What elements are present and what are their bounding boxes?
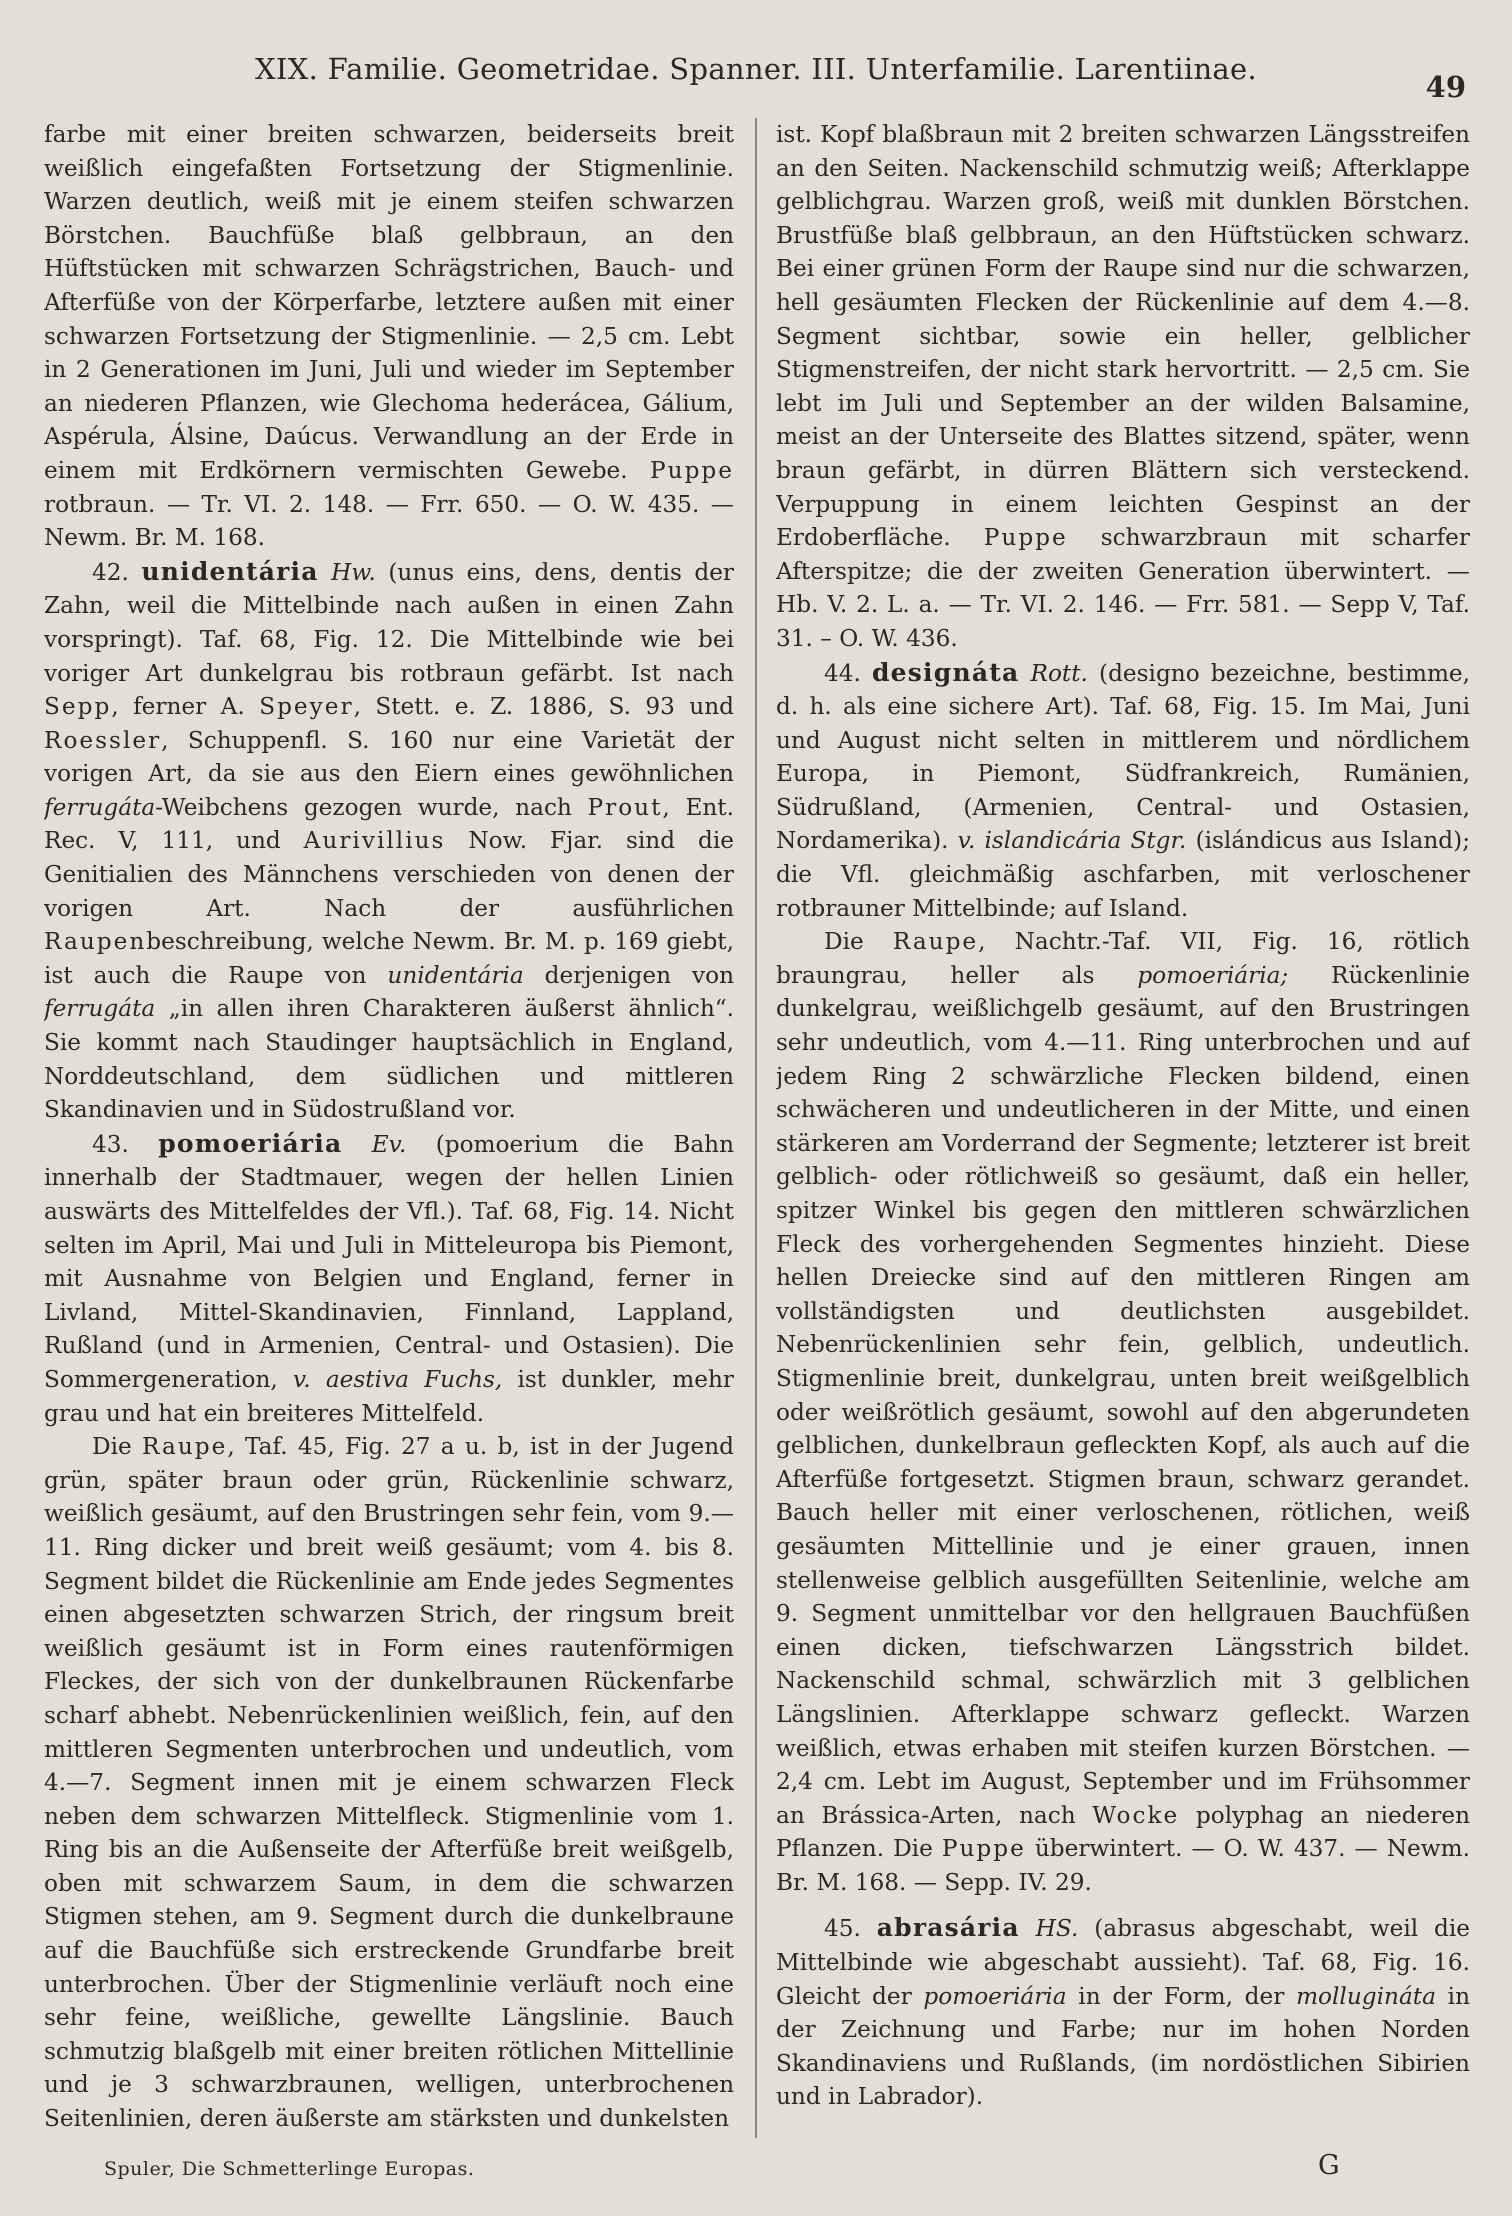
text: beschreibung, welche Newm. Br. M. p. 169 giebt, ist auch die Raupe von [44,928,734,989]
text: Die [92,1433,132,1461]
author-name: Sepp [44,693,112,721]
text: , Ent. Rec. V, 111, und [44,793,734,855]
species-author: Hw. [331,558,376,586]
species-author: Rott. [1030,659,1088,687]
text: (abrasus abgeschabt, weil die Mittelbinde wie abgeschabt aussieht). Taf. 68, Fig. 16. Gleicht der [776,1915,1470,2010]
right-column [776,118,1470,2138]
species-number: 43. [92,1130,129,1158]
footer-signature-mark: G [1318,2150,1340,2181]
species-name: abrasária [876,1913,1020,1943]
variety-name: v. aestiva Fuchs, [292,1365,503,1393]
text: , Stett. e. Z. 1886, S. 93 und [353,693,734,721]
text: , Schuppenfl. S. 160 nur eine Varietät der vorigen Art, da sie aus den Eiern eines gewöhnlichen [44,726,734,788]
text: Die [824,928,864,956]
species-entry-42 [44,555,734,1127]
text: Rückenlinie dunkelgrau, weißlichgelb gesäumt, auf den Brustringen sehr undeutlich, vom 4.—11. Ring unterbrochen und auf jedem Ring 2 schwärzliche Flecken bildend, einen schwächeren und undeutlicheren in der Mitte, und einen stärkeren am Vorderrand der Segmente; letzterer ist breit gelblich- oder rötlichweiß so gesäumt, daß ein heller, spitzer Winkel bis gegen den mittleren schwärzlichen Fleck des vorhergehenden Segmentes hinzieht. Diese hellen Dreiecke sind auf den mittleren Ringen am vollständigsten und deutlichsten ausgebildet. Nebenrückenlinien sehr fein, gelblich, undeutlich. Stigmenlinie breit, dunkelgrau, unten breit weißgelblich oder weißrötlich gesäumt, sowohl auf den abgerundeten gelblichen, dunkelbraun gefleckten Kopf, als auch auf die Afterfüße fortgesetzt. Stigmen braun, schwarz gerandet. Bauch heller mit einer verloschenen, rötlichen, weiß gesäumten Mittellinie und je einer grauen, innen stellenweise gelblich ausgefüllten Seitenlinie, welche am 9. Segment unmittelbar vor den hellgrauen Bauchfüßen einen dicken, tiefschwarzen Längsstrich bildet. Nackenschild schmal, schwärzlich mit 3 gelblichen Längslinien. Afterklappe schwarz gefleckt. Warzen weißlich, etwas erhaben mit steifen kurzen Börstchen. — 2,4 cm. Lebt im August, September und im Frühsommer an Brássica-Arten, nach [776,961,1470,1829]
variety-name: v. islandicária Stgr. [957,827,1187,855]
author-name: Wocke [1092,1801,1180,1829]
author-name: Roessler [44,726,162,754]
text: (islándicus aus Island); die Vfl. gleichmäßig aschfarben, mit verloschener rotbrauner Mittelbinde; auf Island. [776,827,1470,922]
species-name: pomoeriária [158,1128,343,1158]
species-ref: pomoeriária; [1137,961,1289,989]
text: (unus eins, dens, dentis der Zahn, weil die Mittelbinde nach außen in einen Zahn vorspringt). Taf. 68, Fig. 12. Die Mittelbinde wie bei voriger Art dunkelgrau bis rotbraun gefärbt. Ist nach [44,558,734,687]
term: Puppe [941,1835,1026,1863]
species-author: HS. [1035,1915,1079,1943]
larva-description-44 [776,925,1470,1899]
species-number: 42. [92,558,129,586]
author-name: Speyer [259,693,354,721]
text: in der Form, der [1078,1982,1285,2010]
text: in der Zeichnung und Farbe; nur im hohen Norden Skandinaviens und Rußlands, (im nordöstlichen Sibirien und in Labrador). [776,1982,1470,2111]
term: Raupe [142,1433,228,1461]
text: -Weibchens gezogen wurde, nach [155,793,572,821]
text: , Taf. 45, Fig. 27 a u. b, ist in der Jugend grün, später braun oder grün, Rückenlinie schwarz, weißlich gesäumt, auf den Brustringen sehr fein, vom 9.—11. Ring dicker und breit weiß gesäumt; vom 4. bis 8. Segment bildet die Rückenlinie am Ende jedes Segmentes einen abgesetzten schwarzen Strich, der ringsum breit weißlich gesäumt ist in Form eines rautenförmigen Fleckes, der sich von der dunkelbraunen Rückenfarbe scharf abhebt. Nebenrückenlinien weißlich, fein, auf den mittleren Segmenten unterbrochen und undeutlich, vom 4.—7. Segment innen mit je einem schwarzen Fleck neben dem schwarzen Mittelfleck. Stigmenlinie vom 1. Ring bis an die Außenseite der Afterfüße breit weißgelb, oben mit schwarzem Saum, in dem die schwarzen Stigmen stehen, am 9. Segment durch die dunkelbraune auf die Bauchfüße sich erstreckende Grundfarbe breit unterbrochen. Über der Stigmenlinie verläuft noch eine sehr feine, weißliche, gewellte Längslinie. Bauch schmutzig blaßgelb mit einer breiten rötlichen Mittellinie und je 3 schwarzbraunen, welligen, unterbrochenen Seitenlinien, deren äußerste am stärksten und dunkelsten [44,1433,734,2133]
text: überwintert. — O. W. 437. — Newm. Br. M. 168. — Sepp. IV. 29. [776,1835,1470,1896]
column-divider [755,118,757,2138]
species-number: 44. [824,659,861,687]
author-name: Prout [587,793,663,821]
paragraph-continuation [776,118,1470,656]
text: , Nachtr.-Taf. VII, Fig. 16, rötlich braungrau, heller als [776,928,1470,989]
text: farbe mit einer breiten schwarzen, beiderseits breit weißlich eingefaßten Fortsetzung der Stigmenlinie. Warzen deutlich, weiß mit je einem steifen schwarzen Börstchen. Bauchfüße blaß gelbbraun, an den Hüftstücken mit schwarzen Schrägstrichen, Bauch- und Afterfüße von der Körperfarbe, letztere außen mit einer schwarzen Fortsetzung der Stigmenlinie. — 2,5 cm. Lebt in 2 Generationen im Juni, Juli und wieder im September an niederen Pflanzen, wie Glechoma hederácea, Gálium, Aspérula, Álsine, Daúcus. Verwandlung an der Erde in einem mit Erdkörnern vermischten Gewebe. [44,121,734,484]
term: Puppe [650,456,734,484]
author-name: Aurivillius [303,827,446,855]
text: „in allen ihren Charakteren äußerst ähnlich“. Sie kommt nach Staudinger hauptsächlich in England, Norddeutschland, dem südlichen und mittleren Skandinavien und in Südostrußland vor. [44,995,734,1124]
text: schwarzbraun mit scharfer Afterspitze; die der zweiten Generation überwintert. — Hb. V. 2. L. a. — Tr. VI. 2. 146. — Frr. 581. — Sepp V, Taf. 31. – O. W. 436. [776,524,1470,652]
species-ref: pomoeriária [923,1982,1067,2010]
species-entry-43 [44,1127,734,1430]
term: Puppe [983,524,1068,552]
text: polyphag an niederen Pflanzen. Die [776,1801,1470,1863]
species-ref: unidentária [387,961,524,989]
term: Raupen [44,928,147,956]
text: ist dunkler, mehr grau und hat ein breiteres Mittelfeld. [44,1365,734,1427]
text: (designo bezeichne, bestimme, d. h. als eine sichere Art). Taf. 68, Fig. 15. Im Mai, Juni und August nicht selten in mittlerem und nördlichem Europa, in Piemont, Südfrankreich, Rumänien, Südrußland, (Armenien, Central- und Ostasien, Nordamerika). [776,659,1470,855]
species-entry-44 [776,656,1470,926]
text: ist. Kopf blaßbraun mit 2 breiten schwarzen Längsstreifen an den Seiten. Nackenschild schmutzig weiß; Afterklappe gelblichgrau. Warzen groß, weiß mit dunklen Börstchen. Brustfüße blaß gelbbraun, an den Hüftstücken schwarz. Bei einer grünen Form der Raupe sind nur die schwarzen, hell gesäumten Flecken der Rückenlinie auf dem 4.—8. Segment sichtbar, sowie ein heller, gelblicher Stigmenstreifen, der nicht stark hervortritt. — 2,5 cm. Sie lebt im Juli und September an der wilden Balsamine, meist an der Unterseite des Blattes sitzend, später, wenn braun gefärbt, in dürren Blättern sich versteckend. Verpuppung in einem leichten Gespinst an der Erdoberfläche. [776,121,1470,552]
species-name: unidentária [141,556,319,586]
text: rotbraun. — Tr. VI. 2. 148. — Frr. 650. — O. W. 435. — Newm. Br. M. 168. [44,490,734,552]
species-entry-45 [776,1911,1470,2114]
species-ref: ferrugáta [44,793,156,821]
species-name: designáta [872,657,1020,687]
species-number: 45. [824,1915,861,1943]
page-number: 49 [1425,70,1466,104]
species-author: Ev. [371,1130,407,1158]
larva-description-43 [44,1430,734,2135]
footer-book-title: Spuler, Die Schmetterlinge Europas. [104,2158,475,2180]
paragraph-continuation [44,118,734,555]
text: derjenigen von [544,961,734,989]
text: (pomoerium die Bahn innerhalb der Stadtmauer, wegen der hellen Linien auswärts des Mittelfeldes der Vfl.). Taf. 68, Fig. 14. Nicht selten im April, Mai und Juli in Mitteleuropa bis Piemont, mit Ausnahme von Belgien und England, ferner in Livland, Mittel-Skandinavien, Finnland, Lappland, Rußland (und in Armenien, Central- und Ostasien). Die Sommergeneration, [44,1130,734,1393]
term: Raupe [892,928,979,956]
left-column [44,118,734,2138]
species-ref: ferrugáta [44,995,156,1023]
text: Now. Fjar. sind die Genitialien des Männchens verschieden von denen der vorigen Art. Nach der ausführlichen [44,827,734,922]
running-header: XIX. Familie. Geometridae. Spanner. III. Unterfamilie. Larentiinae. [254,52,1258,86]
species-ref: mollugináta [1296,1982,1436,2010]
text: , ferner A. [111,693,245,721]
